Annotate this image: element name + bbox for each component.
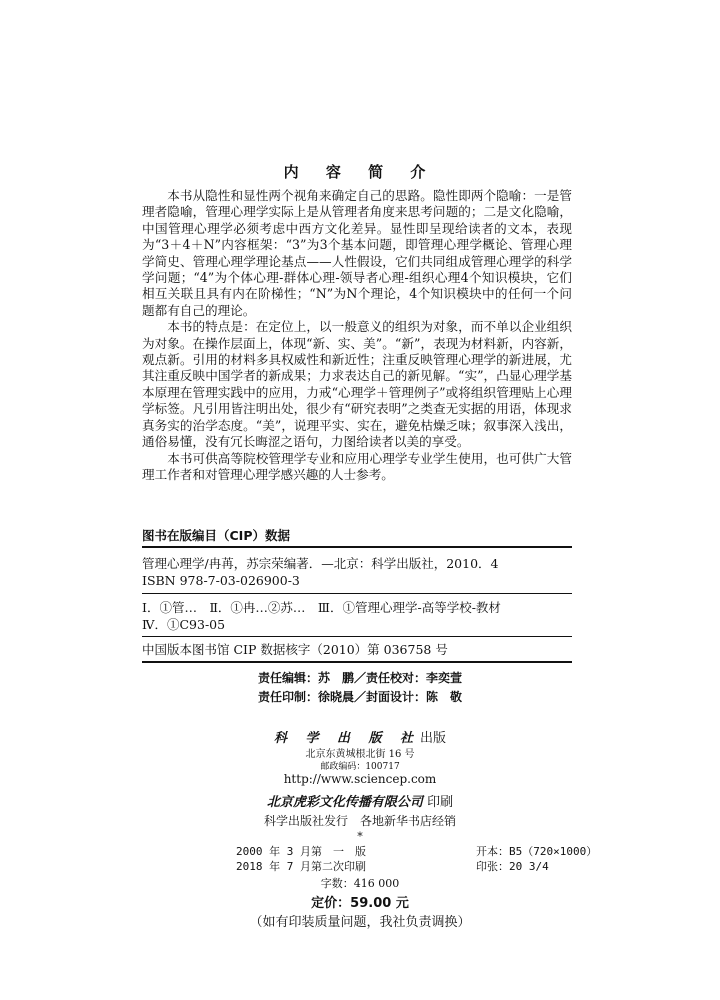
book-summary <box>142 188 572 483</box>
publisher-name: 科 学 出 版 社 <box>273 731 421 746</box>
reprint-info: 2018 年 7 月第二次印刷 <box>236 860 366 873</box>
publisher-suffix: 出版 <box>420 731 447 746</box>
credits-line-2: 责任印制：徐晓晨／封面设计：陈 敬 <box>257 690 462 704</box>
edition-row <box>236 843 597 859</box>
summary-paragraph-2: 本书的特点是：在定位上，以一般意义的组织为对象，而不单以企业组织为对象。在操作层面上，体现“新、实、美”。“新”，表现为材料新，内容新，观点新。引用的材料多具权威性和新近性；注重反映管理心理学的新进展，尤其注重反映中国学者的新成果；力求表达自己的新见解。“实”，凸显心理学基本原理在管理实践中的应用，力戒“心理学＋管理例子”或将组织管理贴上心理学标签。凡引用皆注明出处，很少有“研究表明”之类查无实据的用语，体现求真务实的治学态度。“美”，说理平实、实在，避免枯燥乏味；叙事深入浅出，通俗易懂，没有冗长晦涩之语句，力图给读者以美的享受。 <box>142 319 572 450</box>
cip-bottom-rule <box>142 661 572 663</box>
cip-record-line-2: ISBN 978-7-03-026900-3 <box>142 573 300 588</box>
credits-line-1: 责任编辑：苏 鹏／责任校对：李奕萱 <box>257 671 462 685</box>
separator-asterisk: * <box>357 830 363 843</box>
cip-heading: 图书在版编目（CIP）数据 <box>142 528 290 543</box>
publisher-address: 北京东黄城根北街 16 号 <box>305 749 415 760</box>
cip-record-line-1: 管理心理学/冉苒，苏宗荣编著．—北京：科学出版社，2010．4 <box>142 556 499 571</box>
reprint-row <box>236 858 549 874</box>
cip-divider-2 <box>142 636 572 637</box>
printer-name: 北京虎彩文化传播有限公司 <box>266 795 423 810</box>
publisher-postcode: 邮政编码：100717 <box>320 762 400 772</box>
printer-suffix: 印刷 <box>427 795 454 810</box>
format-info: 开本：B5（720×1000） <box>476 845 598 858</box>
cip-subject-line-2: Ⅳ．①C93-05 <box>142 617 226 632</box>
cip-subject-line-1: Ⅰ．①管… Ⅱ．①冉…②苏… Ⅲ．①管理心理学-高等学校-教材 <box>142 600 501 615</box>
word-count: 字数：416 000 <box>320 877 400 890</box>
printer-line <box>0 791 720 810</box>
edition-info: 2000 年 3 月第 一 版 <box>236 845 366 858</box>
summary-paragraph-3: 本书可供高等院校管理学专业和应用心理学专业学生使用，也可供广大管理工作者和对管理心理学感兴趣的人士参考。 <box>142 450 572 482</box>
cip-approval-number: 中国版本图书馆 CIP 数据核字（2010）第 036758 号 <box>142 642 448 657</box>
quality-notice: （如有印装质量问题，我社负责调换） <box>249 915 471 930</box>
publisher-website: http://www.sciencep.com <box>283 772 437 786</box>
cip-top-rule <box>142 546 572 548</box>
sheets-info: 印张：20 3/4 <box>476 860 549 873</box>
distributor-line: 科学出版社发行 各地新华书店经销 <box>263 814 456 828</box>
summary-paragraph-1: 本书从隐性和显性两个视角来确定自己的思路。隐性即两个隐喻：一是管理者隐喻，管理心理学实际上是从管理者角度来思考问题的；二是文化隐喻，中国管理心理学必须考虑中西方文化差异。显性即呈现给读者的文本，表现为“3＋4＋N”内容框架：“3”为3个基本问题，即管理心理学概论、管理心理学简史、管理心理学理论基点——人性假设，它们共同组成管理心理学的科学学问题；“4”为个体心理-群体心理-领导者心理-组织心理4个知识模块，它们相互关联且具有内在阶梯性；“N”为N个理论，4个知识模块中的任何一个问题都有自己的理论。 <box>142 188 572 318</box>
cip-divider-1 <box>142 593 572 594</box>
publisher-line <box>0 727 720 746</box>
page-title: 内 容 简 介 <box>283 163 437 181</box>
price: 定价：59.00 元 <box>311 896 409 911</box>
